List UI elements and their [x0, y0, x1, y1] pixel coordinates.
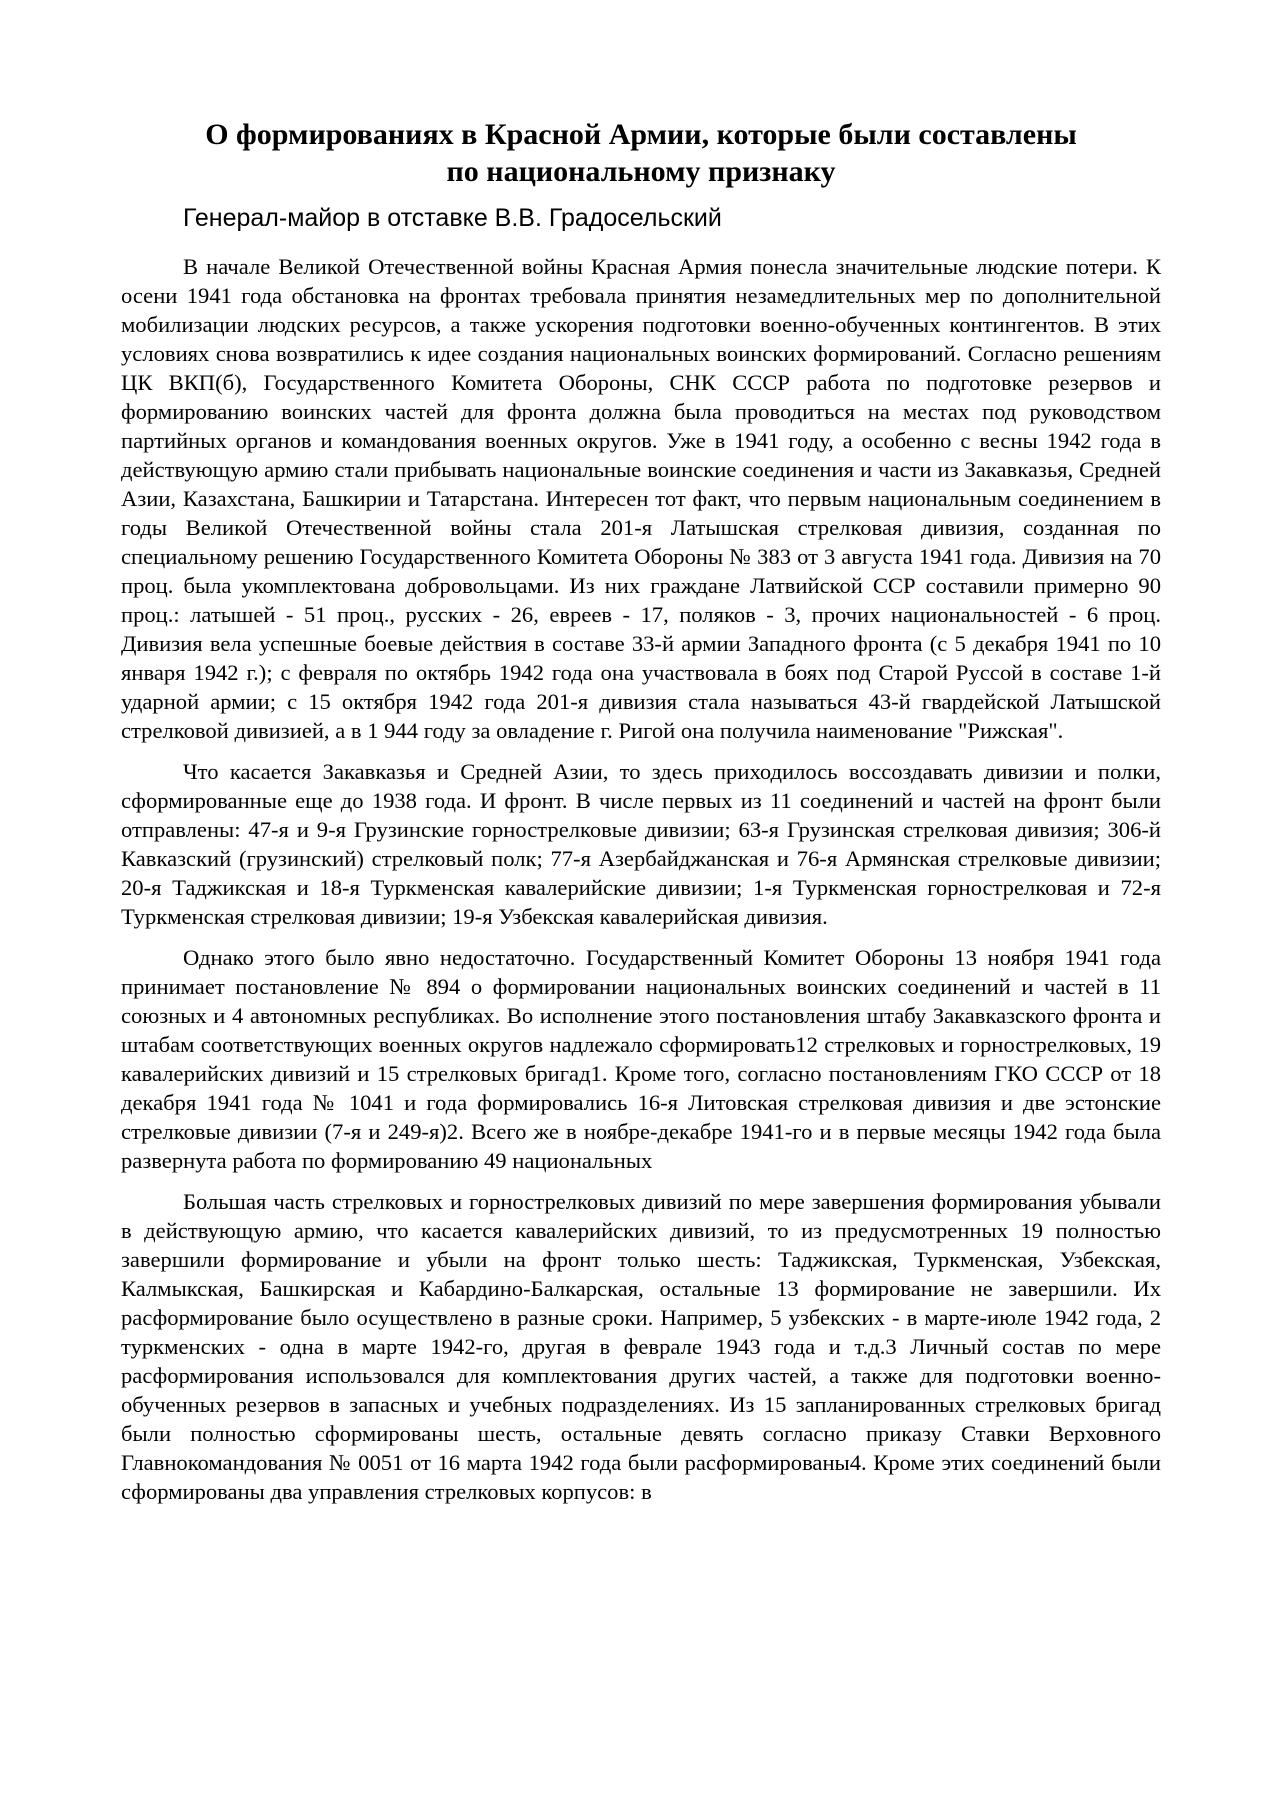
author-line: Генерал-майор в отставке В.В. Градосельский — [183, 204, 722, 232]
paragraph-3: Однако этого было явно недостаточно. Государственный Комитет Обороны 13 ноября 1941 года принимает постановление № 894 о формировании национальных воинских соединений и частей в 11 союзных и 4 автономных республиках. Во исполнение этого постановления штабу Закавказского фронта и штабам соответствующих военных округов надлежало сформировать12 стрелковых и горнострелковых, 19 кавалерийских дивизий и 15 стрелковых бригад1. Кроме того, согласно постановлениям ГКО СССР от 18 декабря 1941 года № 1041 и года формировались 16-я Литовская стрелковая дивизия и две эстонские стрелковые дивизии (7-я и 249-я)2. Всего же в ноябре-декабре 1941-го и в первые месяцы 1942 года была развернута работа по формированию 49 национальных — [121, 945, 1161, 1173]
document-page — [121, 116, 1161, 1518]
paragraph-4: Большая часть стрелковых и горнострелковых дивизий по мере завершения формирования убывали в действующую армию, что касается кавалерийских дивизий, то из предусмотренных 19 полностью завершили формирование и убыли на фронт только шесть: Таджикская, Туркменская, Узбекская, Калмыкская, Башкирская и Кабардино-Балкарская, остальные 13 формирование не завершили. Их расформирование было осуществлено в разные сроки. Например, 5 узбекских - в марте-июле 1942 года, 2 туркменских - одна в марте 1942-го, другая в феврале 1943 года и т.д.3 Личный состав по мере расформирования использовался для комплектования других частей, а также для подготовки военно-обученных резервов в запасных и учебных подразделениях. Из 15 запланированных стрелковых бригад были полностью сформированы шесть, остальные девять согласно приказу Ставки Верховного Главнокомандования № 0051 от 16 марта 1942 года были расформированы4. Кроме этих соединений были сформированы два управления стрелковых корпусов: в — [121, 1189, 1161, 1504]
paragraph-1: В начале Великой Отечественной войны Красная Армия понесла значительные людские потери. К осени 1941 года обстановка на фронтах требовала принятия незамедлительных мер по дополнительной мобилизации людских ресурсов, а также ускорения подготовки военно-обученных контингентов. В этих условиях снова возвратились к идее создания национальных воинских формирований. Согласно решениям ЦК ВКП(б), Государственного Комитета Обороны, СНК СССР работа по подготовке резервов и формированию воинских частей для фронта должна была проводиться на местах под руководством партийных органов и командования военных округов. Уже в 1941 году, а особенно с весны 1942 года в действующую армию стали прибывать национальные воинские соединения и части из Закавказья, Средней Азии, Казахстана, Башкирии и Татарстана. Интересен тот факт, что первым национальным соединением в годы Великой Отечественной войны стала 201-я Латышская стрелковая дивизия, созданная по специальному решению Государственного Комитета Обороны № 383 от 3 августа 1941 года. Дивизия на 70 проц. была укомплектована добровольцами. Из них граждане Латвийской ССР составили примерно 90 проц.: латышей - 51 проц., русских - 26, евреев - 17, поляков - 3, прочих национальностей - 6 проц. Дивизия вела успешные боевые действия в составе 33-й армии Западного фронта (с 5 декабря 1941 по 10 января 1942 г.); с февраля по октябрь 1942 года она участвовала в боях под Старой Руссой в составе 1-й ударной армии; с 15 октября 1942 года 201-я дивизия стала называться 43-й гвардейской Латышской стрелковой дивизией, а в 1 944 году за овладение г. Ригой она получила наименование "Рижская". — [121, 254, 1161, 743]
page-title — [121, 116, 1161, 190]
title-line-2: по национальному признаку — [446, 155, 836, 188]
title-line-1: О формированиях в Красной Армии, которые были составлены — [205, 118, 1077, 151]
paragraph-2: Что касается Закавказья и Средней Азии, то здесь приходилось воссоздавать дивизии и полки, сформированные еще до 1938 года. И фронт. В числе первых из 11 соединений и частей на фронт были отправлены: 47-я и 9-я Грузинские горнострелковые дивизии; 63-я Грузинская стрелковая дивизия; 306-й Кавказский (грузинский) стрелковый полк; 77-я Азербайджанская и 76-я Армянская стрелковые дивизии; 20-я Таджикская и 18-я Туркменская кавалерийские дивизии; 1-я Туркменская горнострелковая и 72-я Туркменская стрелковая дивизии; 19-я Узбекская кавалерийская дивизия. — [121, 759, 1161, 929]
